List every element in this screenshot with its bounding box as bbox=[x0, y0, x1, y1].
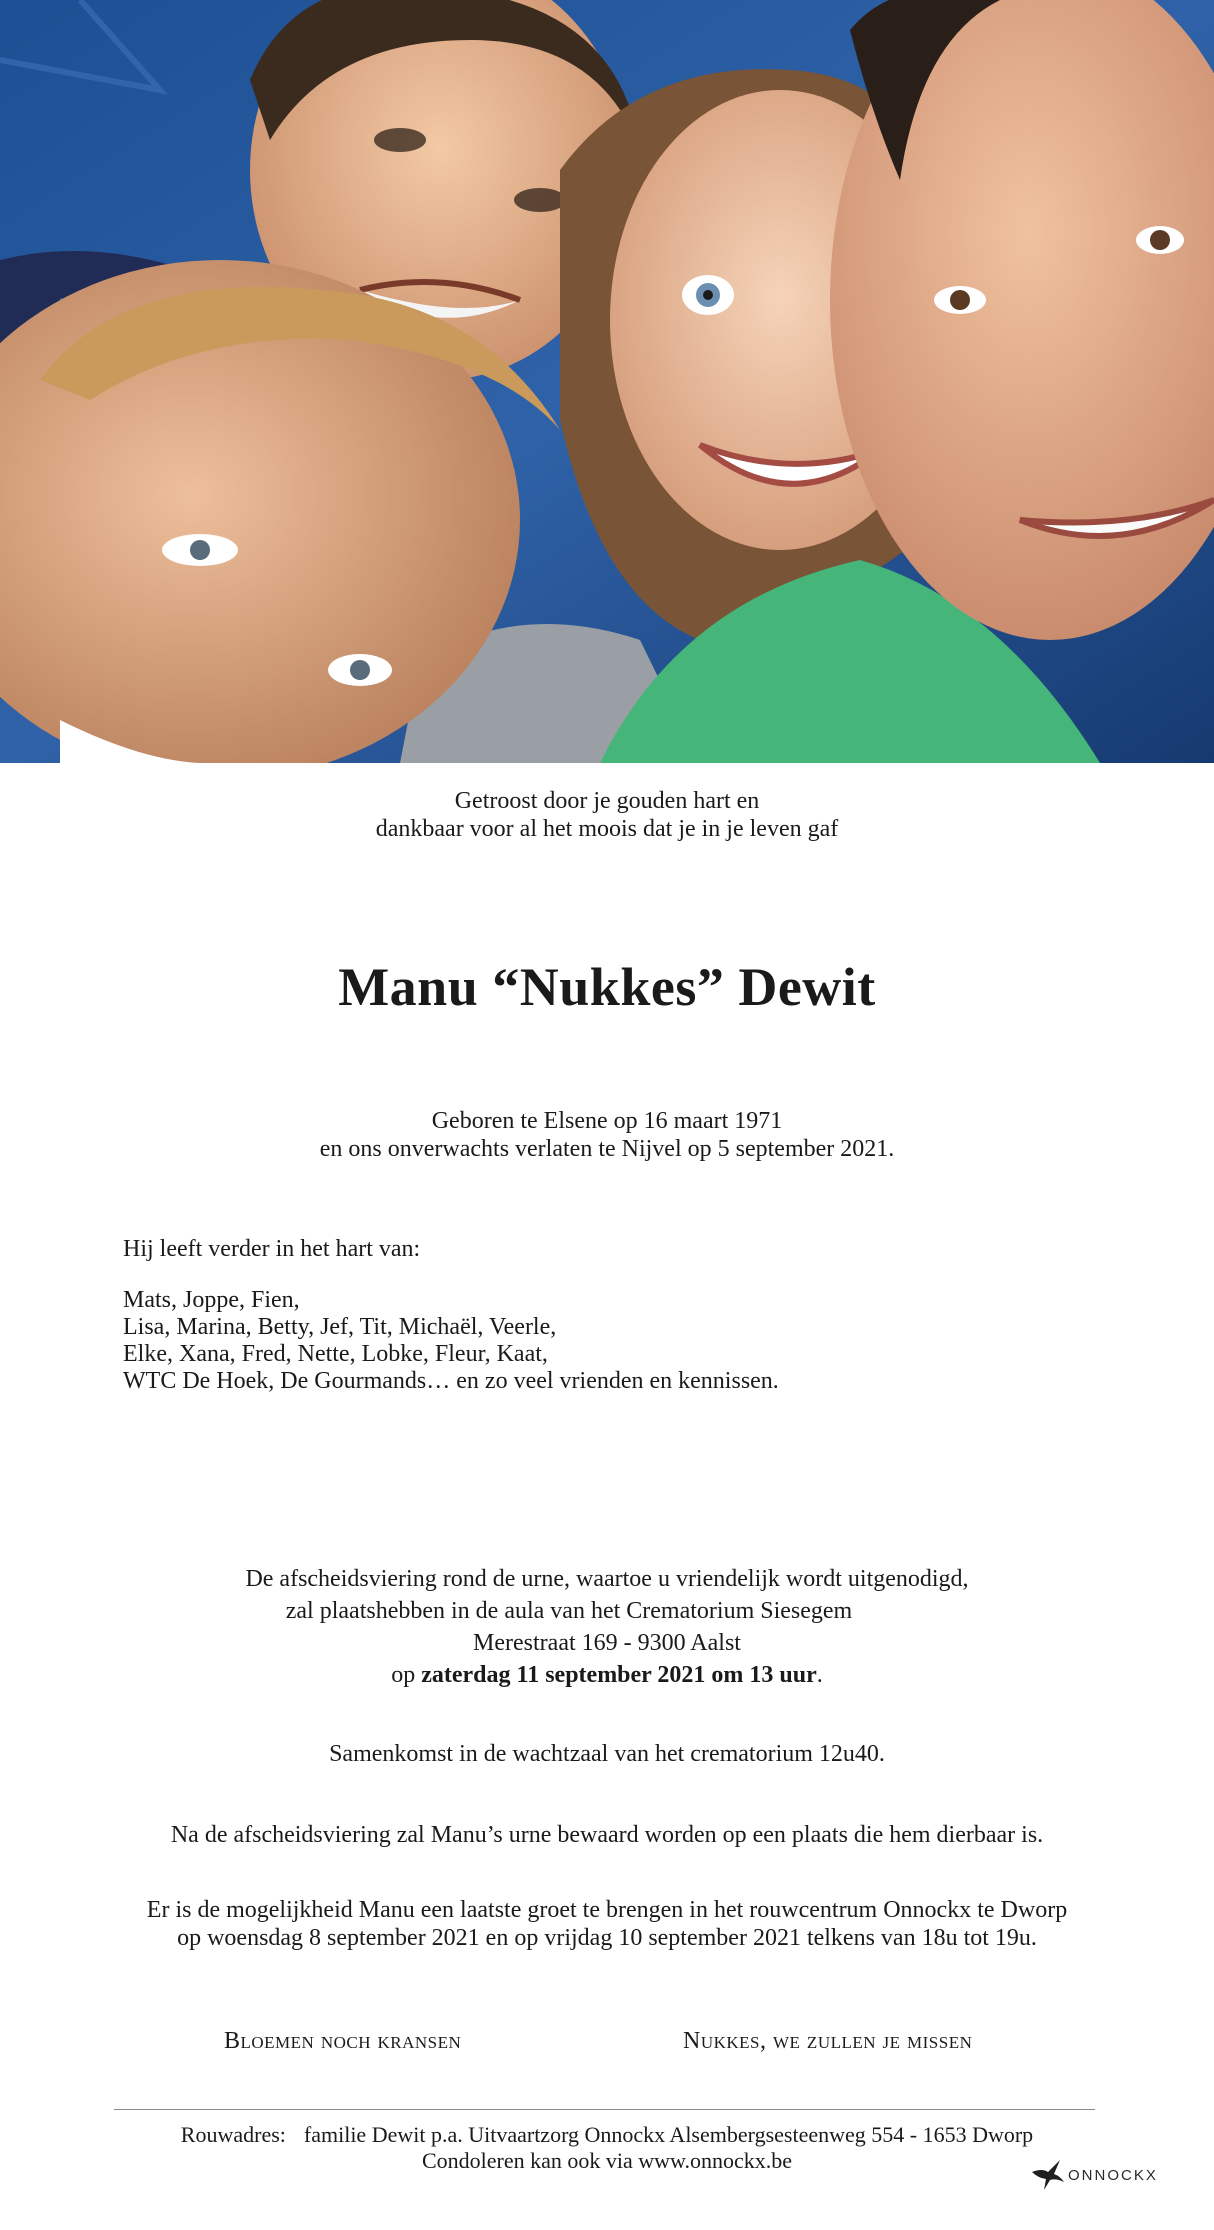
birth-death-info bbox=[0, 1107, 1214, 1163]
family-photo-illustration bbox=[0, 0, 1214, 763]
death-line: en ons onverwachts verlaten te Nijvel op 5 september 2021. bbox=[319, 1136, 895, 1162]
survivors-line-3: Elke, Xana, Fred, Nette, Lobke, Fleur, Kaat, bbox=[123, 1341, 548, 1367]
logo-text: ONNOCKX bbox=[1068, 2166, 1158, 2184]
ceremony-date-bold: zaterdag 11 september 2021 om 13 uur bbox=[421, 1662, 817, 1688]
mourning-address-label: Rouwadres: bbox=[180, 2122, 286, 2147]
quote-line-2: dankbaar voor al het moois dat je in je leven gaf bbox=[375, 816, 839, 842]
survivors-line-2: Lisa, Marina, Betty, Jef, Tit, Michaël, Veerle, bbox=[123, 1314, 557, 1340]
visitation-line-1: Er is de mogelijkheid Manu een laatste groet te brengen in het rouwcentrum Onnockx te Dworp bbox=[146, 1897, 1068, 1923]
gathering-info: Samenkomst in de wachtzaal van het crematorium 12u40. bbox=[329, 1741, 885, 1767]
visitation-line-2: op woensdag 8 september 2021 en op vrijdag 10 september 2021 telkens van 18u tot 19u. bbox=[177, 1925, 1037, 1951]
birth-line: Geboren te Elsene op 16 maart 1971 bbox=[431, 1108, 783, 1134]
quote-line-1: Getroost door je gouden hart en bbox=[454, 788, 760, 814]
ceremony-date bbox=[0, 1659, 1214, 1691]
urn-info: Na de afscheidsviering zal Manu’s urne bewaard worden op een plaats die hem dierbaar is. bbox=[170, 1822, 1044, 1848]
we-will-miss-you-note: Nukkes, we zullen je missen bbox=[683, 2028, 973, 2054]
mourning-address-value: familie Dewit p.a. Uitvaartzorg Onnockx Alsembergsesteenweg 554 - 1653 Dworp bbox=[303, 2122, 1034, 2147]
survivors-line-4: WTC De Hoek, De Gourmands… en zo veel vrienden en kennissen. bbox=[123, 1368, 779, 1394]
visitation-info bbox=[0, 1896, 1214, 1952]
opening-quote bbox=[0, 787, 1214, 843]
mourning-address bbox=[0, 2122, 1214, 2148]
onnockx-logo bbox=[1030, 2158, 1158, 2192]
family-photo bbox=[0, 0, 1214, 763]
survivors-intro: Hij leeft verder in het hart van: bbox=[123, 1236, 421, 1262]
deceased-name: Manu “Nukkes” Dewit bbox=[338, 957, 876, 1017]
condolences-link[interactable]: Condoleren kan ook via www.onnockx.be bbox=[421, 2148, 793, 2173]
ceremony-line-1: De afscheidsviering rond de urne, waartoe u vriendelijk wordt uitgenodigd, bbox=[245, 1566, 969, 1592]
bird-logo-icon bbox=[1030, 2158, 1066, 2192]
survivors-line-1: Mats, Joppe, Fien, bbox=[123, 1287, 300, 1313]
survivors-list bbox=[123, 1287, 779, 1395]
ceremony-date-suffix: . bbox=[816, 1662, 823, 1688]
footer-divider bbox=[114, 2109, 1095, 2110]
ceremony-line-2: zal plaatshebben in de aula van het Crematorium Siesegem bbox=[285, 1598, 853, 1624]
ceremony-info bbox=[0, 1563, 1214, 1691]
ceremony-address: Merestraat 169 - 9300 Aalst bbox=[473, 1630, 741, 1656]
no-flowers-note: Bloemen noch kransen bbox=[224, 2028, 462, 2054]
ceremony-date-prefix: op bbox=[391, 1662, 422, 1688]
